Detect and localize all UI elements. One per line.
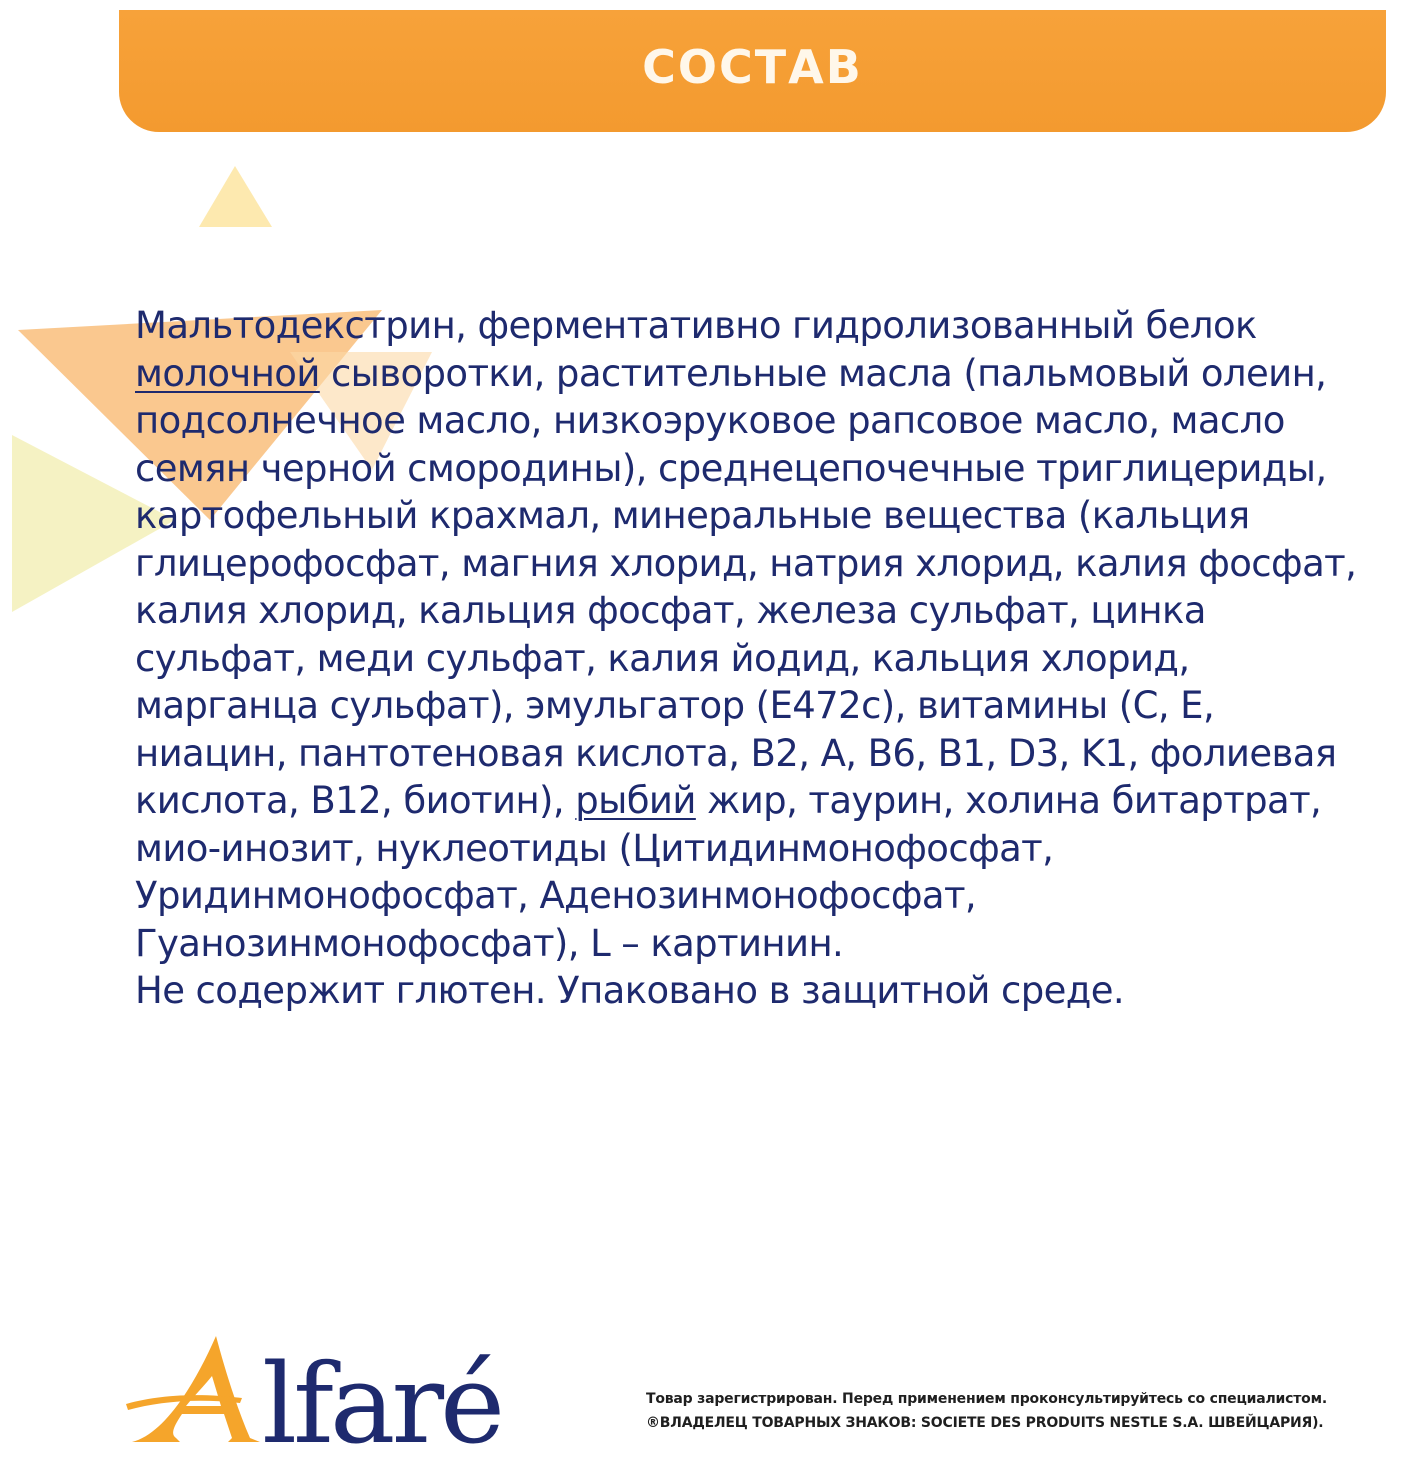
logo-lettering: lfaré	[262, 1340, 502, 1456]
composition-line-part: сыворотки, растительные масла (пальмовый олеин,	[319, 351, 1327, 395]
trademark-note: ®ВЛАДЕЛЕЦ ТОВАРНЫХ ЗНАКОВ: SOCIETE DES PRODUITS NESTLE S.A. ШВЕЙЦАРИЯ).	[646, 1415, 1324, 1431]
page-title: СОСТАВ	[642, 40, 863, 94]
composition-text	[135, 302, 1385, 1015]
composition-line	[135, 350, 1385, 398]
composition-line: семян черной смородины), среднецепочечные триглицериды,	[135, 446, 1327, 490]
composition-line: картофельный крахмал, минеральные вещества (кальция	[135, 494, 1250, 537]
allergen-fish: рыбий	[575, 779, 696, 822]
composition-line	[135, 777, 1385, 825]
composition-line-part: кислота, В12, биотин),	[135, 779, 576, 822]
registration-note: Товар зарегистрирован. Перед применением проконсультируйтесь со специалистом.	[646, 1391, 1327, 1407]
logo-a-mark	[132, 1336, 260, 1442]
composition-line: калия хлорид, кальция фосфат, железа сульфат, цинка	[135, 589, 1206, 632]
composition-line: мио-инозит, нуклеотиды (Цитидинмонофосфат,	[135, 826, 1054, 870]
composition-line: Мальтодекстрин, ферментативно гидролизованный белок	[135, 304, 1257, 347]
composition-line: подсолнечное масло, низкоэруковое рапсовое масло, масло	[135, 399, 1285, 442]
allergen-milk: молочной	[135, 351, 320, 395]
gluten-note: Не содержит глютен. Упаковано в защитной среде.	[135, 969, 1125, 1012]
small-yellow-triangle-icon	[199, 166, 272, 227]
footer-notes	[646, 1387, 1386, 1435]
alfare-logo	[124, 1326, 564, 1456]
composition-line: Уридинмонофосфат, Аденозинмонофосфат,	[135, 874, 977, 917]
composition-line: сульфат, меди сульфат, калия йодид, кальция хлорид,	[135, 636, 1190, 680]
composition-line: ниацин, пантотеновая кислота, В2, А, В6, В1, D3, K1, фолиевая	[135, 731, 1337, 775]
header-banner	[119, 10, 1386, 132]
composition-line: глицерофосфат, магния хлорид, натрия хлорид, калия фосфат,	[135, 541, 1357, 585]
composition-line: Гуанозинмонофосфат), L – картинин.	[135, 921, 844, 965]
composition-line: марганца сульфат), эмульгатор (Е472с), витамины (С, Е,	[135, 684, 1215, 727]
composition-line-part: жир, таурин, холина битартрат,	[695, 779, 1322, 822]
